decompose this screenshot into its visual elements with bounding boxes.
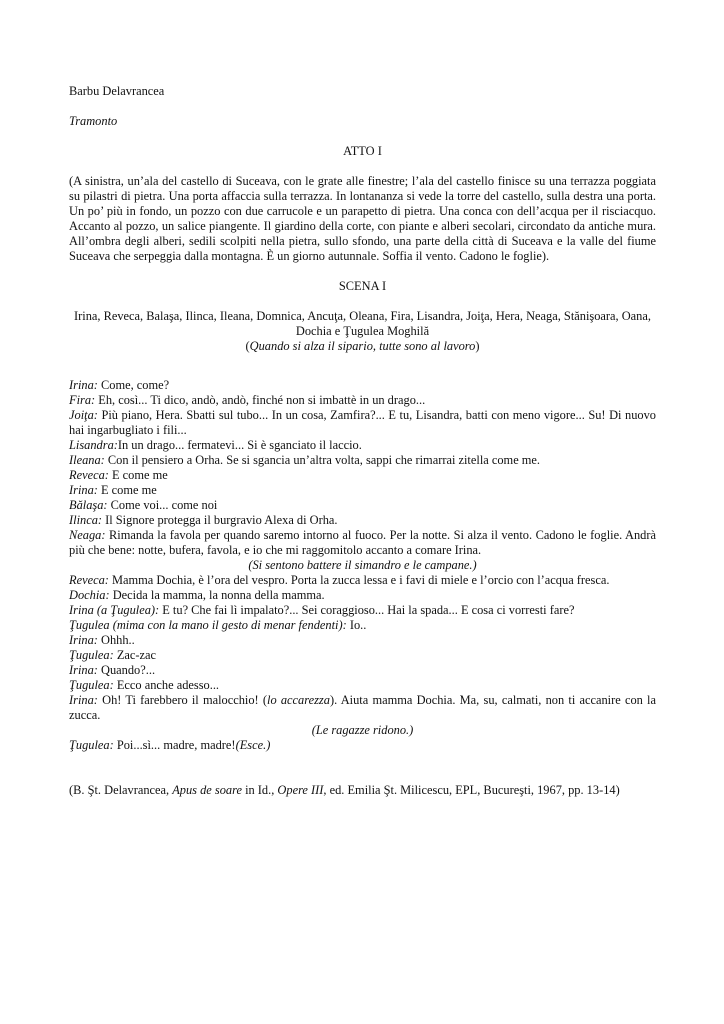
document-page [69, 84, 656, 798]
dialogue-line [69, 438, 656, 453]
spacer [69, 354, 656, 378]
speaker-name: Irina: [69, 633, 98, 647]
dialogue-line [69, 663, 656, 678]
citation-text: in Id., [241, 783, 278, 797]
line-text: E come me [108, 468, 168, 482]
dialogue-line [69, 573, 656, 588]
line-text: Oh! Ti farebbero il malocchio! ( [97, 693, 268, 707]
act-heading: ATTO I [343, 144, 382, 158]
line-text: Il Signore protegga il burgravio Alexa di Orha. [102, 513, 338, 527]
scene-heading: SCENA I [338, 279, 387, 293]
opening-direction-text: Quando si alza il sipario, tutte sono al lavoro [249, 339, 476, 353]
speaker-name: Ţugulea: [69, 738, 114, 752]
dialogue-line [69, 378, 656, 393]
line-text-italic: lo accarezza [267, 693, 330, 707]
line-text: Zac-zac [113, 648, 157, 662]
speaker-name: Ţugulea: [69, 678, 114, 692]
line-text: Eh, così... Ti dico, andò, andò, finché non si imbattè in un drago... [95, 393, 426, 407]
speaker-name: Reveca: [69, 573, 109, 587]
speaker-name: Irina: [69, 483, 98, 497]
line-text: Più piano, Hera. Sbatti sul tubo... In un cosa, Zamfira?... E tu, Lisandra, batti con meno vigore... Su! Di nuovo hai ingarbugliato i fili... [69, 408, 656, 437]
dialogue-line [69, 528, 656, 558]
line-text: E come me [97, 483, 157, 497]
speaker-name: Ţugulea: [69, 648, 114, 662]
citation-volume: Opere III [277, 783, 324, 797]
dialogue-line [69, 393, 656, 408]
speaker-name: Lisandra: [69, 438, 118, 452]
dialogue-line [69, 483, 656, 498]
line-text: Io.. [346, 618, 367, 632]
line-text: Come voi... come noi [107, 498, 218, 512]
line-text: Come, come? [97, 378, 170, 392]
dialogue-line [69, 468, 656, 483]
dialogue-line [69, 408, 656, 438]
dialogue-line [69, 588, 656, 603]
citation-book-title: Apus de soare [172, 783, 242, 797]
source-citation [69, 783, 656, 798]
paren-close: ) [475, 339, 480, 353]
line-text: Mamma Dochia, è l’ora del vespro. Porta la zucca lessa e i favi di miele e l’orcio con l’acqua fresca. [108, 573, 610, 587]
dialogue-line [69, 648, 656, 663]
paren-open: ( [245, 339, 250, 353]
dialogue-line [69, 633, 656, 648]
speaker-name: Neaga: [69, 528, 106, 542]
line-text: Poi...sì... madre, madre! [113, 738, 236, 752]
line-text: ). Aiuta mamma Dochia. Ma, su, calmati, non ti accanire con la zucca. [69, 693, 656, 722]
dialogue-line [69, 498, 656, 513]
speaker-name: Ilinca: [69, 513, 103, 527]
speaker-name: Fira: [69, 393, 96, 407]
line-text: Decida la mamma, la nonna della mamma. [109, 588, 325, 602]
dialogue-block-2 [69, 573, 656, 723]
speaker-name: Bălaşa: [69, 498, 108, 512]
speaker-name: Joiţa: [69, 408, 98, 422]
speaker-name: Irina (a Ţugulea): [69, 603, 160, 617]
stage-direction-laugh: (Le ragazze ridono.) [311, 723, 414, 737]
line-text: E tu? Che fai lì impalato?... Sei coraggioso... Hai la spada... E cosa ci vorresti fare? [159, 603, 575, 617]
dialogue-line [69, 513, 656, 528]
stage-direction-bells: (Si sentono battere il simandro e le campane.) [248, 558, 477, 572]
dialogue-line [69, 693, 656, 723]
line-text: Con il pensiero a Orha. Se si sgancia un’altra volta, sappi che rimarrai zitella come me. [104, 453, 541, 467]
speaker-name: Reveca: [69, 468, 109, 482]
dialogue-line [69, 603, 656, 618]
dialogue-line [69, 678, 656, 693]
line-text: In un drago... fermatevi... Si è sganciato il laccio. [117, 438, 362, 452]
exit-direction: (Esce.) [235, 738, 271, 752]
line-text: Ohhh.. [97, 633, 135, 647]
line-text: Ecco anche adesso... [113, 678, 220, 692]
line-text: Quando?... [97, 663, 156, 677]
speaker-name: Irina: [69, 378, 98, 392]
character-list: Irina, Reveca, Balaşa, Ilinca, Ileana, Domnica, Ancuţa, Oleana, Fira, Lisandra, Joiţa, Hera, Neaga, Stănişoara, Oana, Dochia e Ţugulea Moghilă [74, 309, 651, 338]
speaker-name: Dochia: [69, 588, 110, 602]
citation-text: (B. Şt. Delavrancea, [69, 783, 173, 797]
line-text: Rimanda la favola per quando saremo intorno al fuoco. Per la notte. Si alza il vento. Cadono le foglie. Andrà più che bene: notte, bufera, favola, e io che mi raggomitolo accanto a comare Irina. [69, 528, 656, 557]
dialogue-line [69, 618, 656, 633]
opening-stage-direction [69, 339, 656, 354]
stage-description: (A sinistra, un’ala del castello di Suceava, con le grate alle finestre; l’ala del castello finisce su una terrazza poggiata su pilastri di pietra. Una porta affaccia sulla terrazza. In lontananza si vede la torre del castello, sulla destra una porta. Un po’ più in fondo, un pozzo con due carrucole e un parapetto di pietra. Una conca con dell’acqua per il risciacquo. Accanto al pozzo, un salice piangente. Il giardino della corte, con piante e alberi secolari, circondato da antiche mura. All’ombra degli alberi, sedili scolpiti nella pietra, sullo sfondo, una parte della città di Suceava e la valle del fiume Suceava che serpeggia dalla montagna. È un giorno autunnale. Soffia il vento. Cadono le foglie). [69, 174, 656, 263]
dialogue-block-1 [69, 378, 656, 558]
dialogue-line-last [69, 738, 656, 753]
citation-text: , ed. Emilia Şt. Milicescu, EPL, Bucureşti, 1967, pp. 13-14) [323, 783, 620, 797]
speaker-name: Irina: [69, 693, 98, 707]
dialogue-line [69, 453, 656, 468]
speaker-name: Ileana: [69, 453, 105, 467]
play-title: Tramonto [69, 114, 118, 128]
speaker-name: Ţugulea (mima con la mano il gesto di menar fendenti): [69, 618, 347, 632]
author-name: Barbu Delavrancea [69, 84, 165, 98]
speaker-name: Irina: [69, 663, 98, 677]
